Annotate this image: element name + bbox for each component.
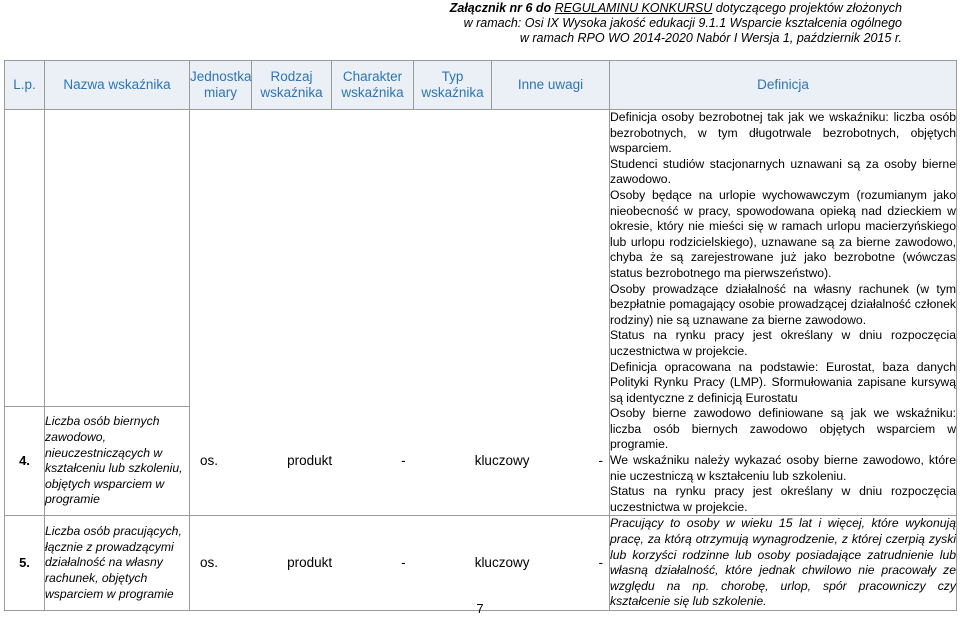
- definition-paragraph: Pracujący to osoby w wieku 15 lat i więcej, które wykonują pracę, za którą otrzymują wynagrodzenie, z której czerpią zyski lub korzyści rodzinne lub osoby posiadające zatrudnienie lub własną działalność, które jednak chwilowo nie pracowały ze względu na np. chorobę, urlop, spór pracowniczy czy kształcenie się lub szkolenie.: [610, 516, 956, 609]
- definition-paragraph: Definicja opracowana na podstawie: Eurostat, baza danych Polityki Rynku Pracy (LMP). Sformułowania zapisane kursywą są identyczne z definicją Eurostatu: [610, 359, 956, 405]
- indicator-attributes: [190, 516, 610, 611]
- header-line-2: w ramach: Osi IX Wysoka jakość edukacji 9.1.1 Wsparcie kształcenia ogólnego: [463, 16, 902, 30]
- indicators-table: [4, 60, 957, 611]
- definition-paragraph: Osoby bierne zawodowo definiowane są jak we wskaźniku: liczba osób biernych zawodowo objętych wsparciem w programie.: [610, 406, 956, 452]
- regulamin-link[interactable]: REGULAMINU KONKURSU: [554, 1, 713, 15]
- kind-value: produkt: [287, 555, 333, 571]
- indicator-name: Liczba osób biernych zawodowo, nieuczestniczących w kształceniu lub szkoleniu, objętych wsparciem w programie: [45, 406, 190, 516]
- header-line-1: Załącznik nr 6 do REGULAMINU KONKURSU dotyczącego projektów złożonych: [449, 1, 902, 15]
- table-row-continuation: [5, 110, 957, 407]
- col-header-unit: Jednostka miary: [190, 61, 252, 110]
- col-header-name: Nazwa wskaźnika: [45, 61, 190, 110]
- definition-continued: [610, 110, 957, 407]
- unit-value: os.: [200, 453, 219, 469]
- unit-value: os.: [200, 555, 219, 571]
- col-header-notes: Inne uwagi: [492, 61, 610, 110]
- table-row: [5, 406, 957, 516]
- definition-cell: [610, 516, 957, 611]
- type-value: kluczowy: [474, 453, 530, 469]
- col-header-definition: Definicja: [610, 61, 957, 110]
- col-header-lp: L.p.: [5, 61, 45, 110]
- definition-paragraph: Osoby prowadzące działalność na własny rachunek (w tym bezpłatnie pomagający osobie prowadzącej działalność członek rodziny) nie są uznawane za bierne zawodowo.: [610, 281, 956, 327]
- definition-paragraph: Definicja osoby bezrobotnej tak jak we wskaźniku: liczba osób bezrobotnych, w tym długotrwale bezrobotnych, objętych wsparciem.: [610, 110, 956, 156]
- indicator-name: Liczba osób pracujących, łącznie z prowadzącymi działalność na własny rachunek, objętych wsparciem w programie: [45, 516, 190, 611]
- definition-cell: [610, 406, 957, 516]
- empty-cell: [190, 110, 610, 407]
- notes-value: -: [598, 555, 603, 571]
- definition-paragraph: Status na rynku pracy jest określany w dniu rozpoczęcia uczestnictwa w projekcie.: [610, 484, 956, 514]
- definition-paragraph: Status na rynku pracy jest określany w dniu rozpoczęcia uczestnictwa w projekcie.: [610, 328, 956, 358]
- row-number: 4.: [5, 406, 45, 516]
- page-number: 7: [476, 601, 484, 616]
- empty-cell: [45, 110, 190, 407]
- empty-cell: [5, 110, 45, 407]
- notes-value: -: [598, 453, 603, 469]
- col-header-character: Charakter wskaźnika: [332, 61, 414, 110]
- definition-paragraph: Osoby będące na urlopie wychowawczym (rozumianym jako nieobecność w pracy, spowodowana opieką nad dzieckiem w okresie, który nie mieści się w ramach urlopu macierzyńskiego lub urlopu rodzicielskiego), uznawane są za bierne zawodowo, chyba że są zarejestrowane już jako bezrobotne (wówczas status bezrobotnego ma pierwszeństwo).: [610, 187, 956, 280]
- indicator-attributes: [190, 406, 610, 516]
- document-header: [450, 1, 902, 46]
- definition-paragraph: We wskaźniku należy wykazać osoby bierne zawodowo, które nie uczestniczą w kształceniu lub szkoleniu.: [610, 453, 956, 483]
- table-row: [5, 516, 957, 611]
- definition-paragraph: Studenci studiów stacjonarnych uznawani są za osoby bierne zawodowo.: [610, 156, 956, 187]
- type-value: kluczowy: [474, 555, 530, 571]
- character-value: -: [401, 453, 406, 469]
- character-value: -: [401, 555, 406, 571]
- kind-value: produkt: [287, 453, 333, 469]
- col-header-kind: Rodzaj wskaźnika: [252, 61, 332, 110]
- row-number: 5.: [5, 516, 45, 611]
- header-line-3: w ramach RPO WO 2014-2020 Nabór I Wersja 1, październik 2015 r.: [519, 31, 902, 45]
- col-header-type: Typ wskaźnika: [414, 61, 492, 110]
- table-header-row: [5, 61, 957, 110]
